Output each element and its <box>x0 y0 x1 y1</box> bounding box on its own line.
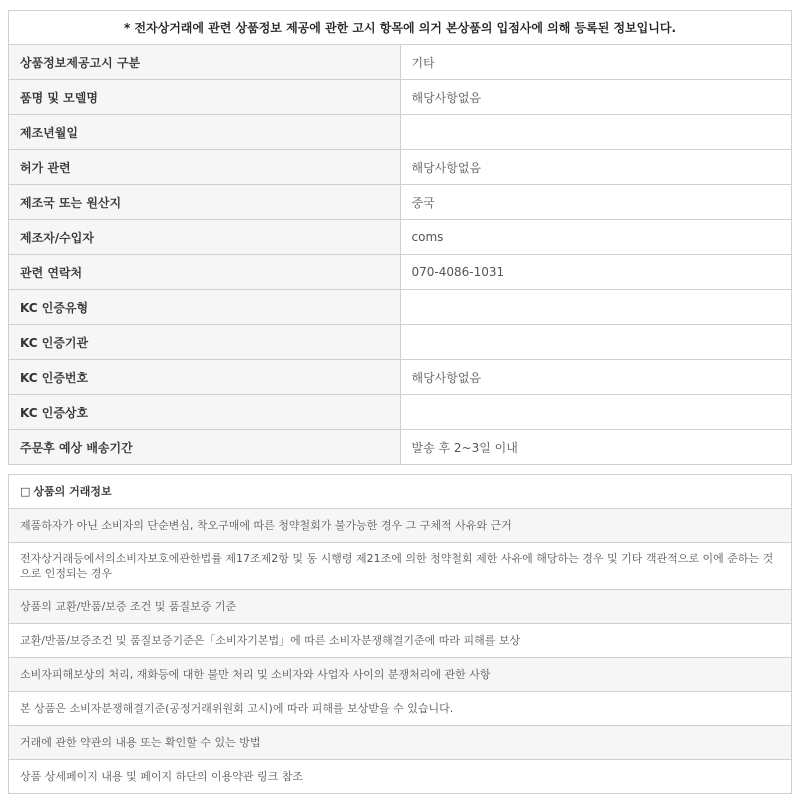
trade-info-table <box>8 474 792 794</box>
row-value: 중국 <box>400 185 792 220</box>
trade-info-answer: 전자상거래등에서의소비자보호에관한법률 제17조제2항 및 동 시행령 제21조에 의한 청약철회 제한 사유에 해당하는 경우 및 기타 객관적으로 이에 준하는 것으로 인정되는 경우 <box>9 543 792 590</box>
table-row <box>9 692 792 726</box>
trade-info-question: 소비자피해보상의 처리, 재화등에 대한 불만 처리 및 소비자와 사업자 사이의 분쟁처리에 관한 사항 <box>9 658 792 692</box>
notice-text: * 전자상거래에 관련 상품정보 제공에 관한 고시 항목에 의거 본상품의 입점사에 의해 등록된 정보입니다. <box>9 11 792 45</box>
table-row <box>9 255 792 290</box>
row-label: 상품정보제공고시 구분 <box>9 45 401 80</box>
table-row <box>9 430 792 465</box>
row-label: 제조국 또는 원산지 <box>9 185 401 220</box>
table-row <box>9 509 792 543</box>
table-row <box>9 220 792 255</box>
row-value <box>400 395 792 430</box>
row-label: KC 인증유형 <box>9 290 401 325</box>
row-value: 기타 <box>400 45 792 80</box>
row-value <box>400 290 792 325</box>
row-label: KC 인증번호 <box>9 360 401 395</box>
row-value: 해당사항없음 <box>400 80 792 115</box>
table-row <box>9 150 792 185</box>
table-row <box>9 80 792 115</box>
row-value <box>400 115 792 150</box>
table-row <box>9 590 792 624</box>
row-label: 관련 연락처 <box>9 255 401 290</box>
trade-info-question: 상품의 교환/반품/보증 조건 및 품질보증 기준 <box>9 590 792 624</box>
trade-info-question: 제품하자가 아닌 소비자의 단순변심, 착오구매에 따른 청약철회가 불가능한 경우 그 구체적 사유와 근거 <box>9 509 792 543</box>
row-value: 해당사항없음 <box>400 150 792 185</box>
table-row <box>9 290 792 325</box>
row-label: 제조자/수입자 <box>9 220 401 255</box>
table-row <box>9 185 792 220</box>
row-value: coms <box>400 220 792 255</box>
row-label: 주문후 예상 배송기간 <box>9 430 401 465</box>
table-row <box>9 115 792 150</box>
row-value <box>400 325 792 360</box>
row-label: KC 인증상호 <box>9 395 401 430</box>
row-value: 해당사항없음 <box>400 360 792 395</box>
trade-info-heading-row <box>9 475 792 509</box>
row-label: 품명 및 모델명 <box>9 80 401 115</box>
product-info-table <box>8 10 792 465</box>
table-row <box>9 45 792 80</box>
row-label: KC 인증기관 <box>9 325 401 360</box>
row-label: 허가 관련 <box>9 150 401 185</box>
table-row <box>9 726 792 760</box>
trade-info-answer: 교환/반품/보증조건 및 품질보증기준은「소비자기본법」에 따른 소비자분쟁해결기준에 따라 피해를 보상 <box>9 624 792 658</box>
table-row <box>9 395 792 430</box>
product-notice-container <box>8 10 792 794</box>
checkbox-outline-icon: □ <box>20 485 31 498</box>
trade-info-title: 상품의 거래정보 <box>33 485 112 498</box>
trade-info-answer: 본 상품은 소비자분쟁해결기준(공정거래위원회 고시)에 따라 피해를 보상받을 수 있습니다. <box>9 692 792 726</box>
table-row <box>9 360 792 395</box>
trade-info-heading <box>9 475 792 509</box>
notice-row <box>9 11 792 45</box>
row-value: 070-4086-1031 <box>400 255 792 290</box>
trade-info-answer: 상품 상세페이지 내용 및 페이지 하단의 이용약관 링크 참조 <box>9 760 792 794</box>
table-row <box>9 658 792 692</box>
row-value: 발송 후 2~3일 이내 <box>400 430 792 465</box>
table-row <box>9 760 792 794</box>
table-row <box>9 543 792 590</box>
row-label: 제조년월일 <box>9 115 401 150</box>
trade-info-question: 거래에 관한 약관의 내용 또는 확인할 수 있는 방법 <box>9 726 792 760</box>
table-row <box>9 624 792 658</box>
table-row <box>9 325 792 360</box>
